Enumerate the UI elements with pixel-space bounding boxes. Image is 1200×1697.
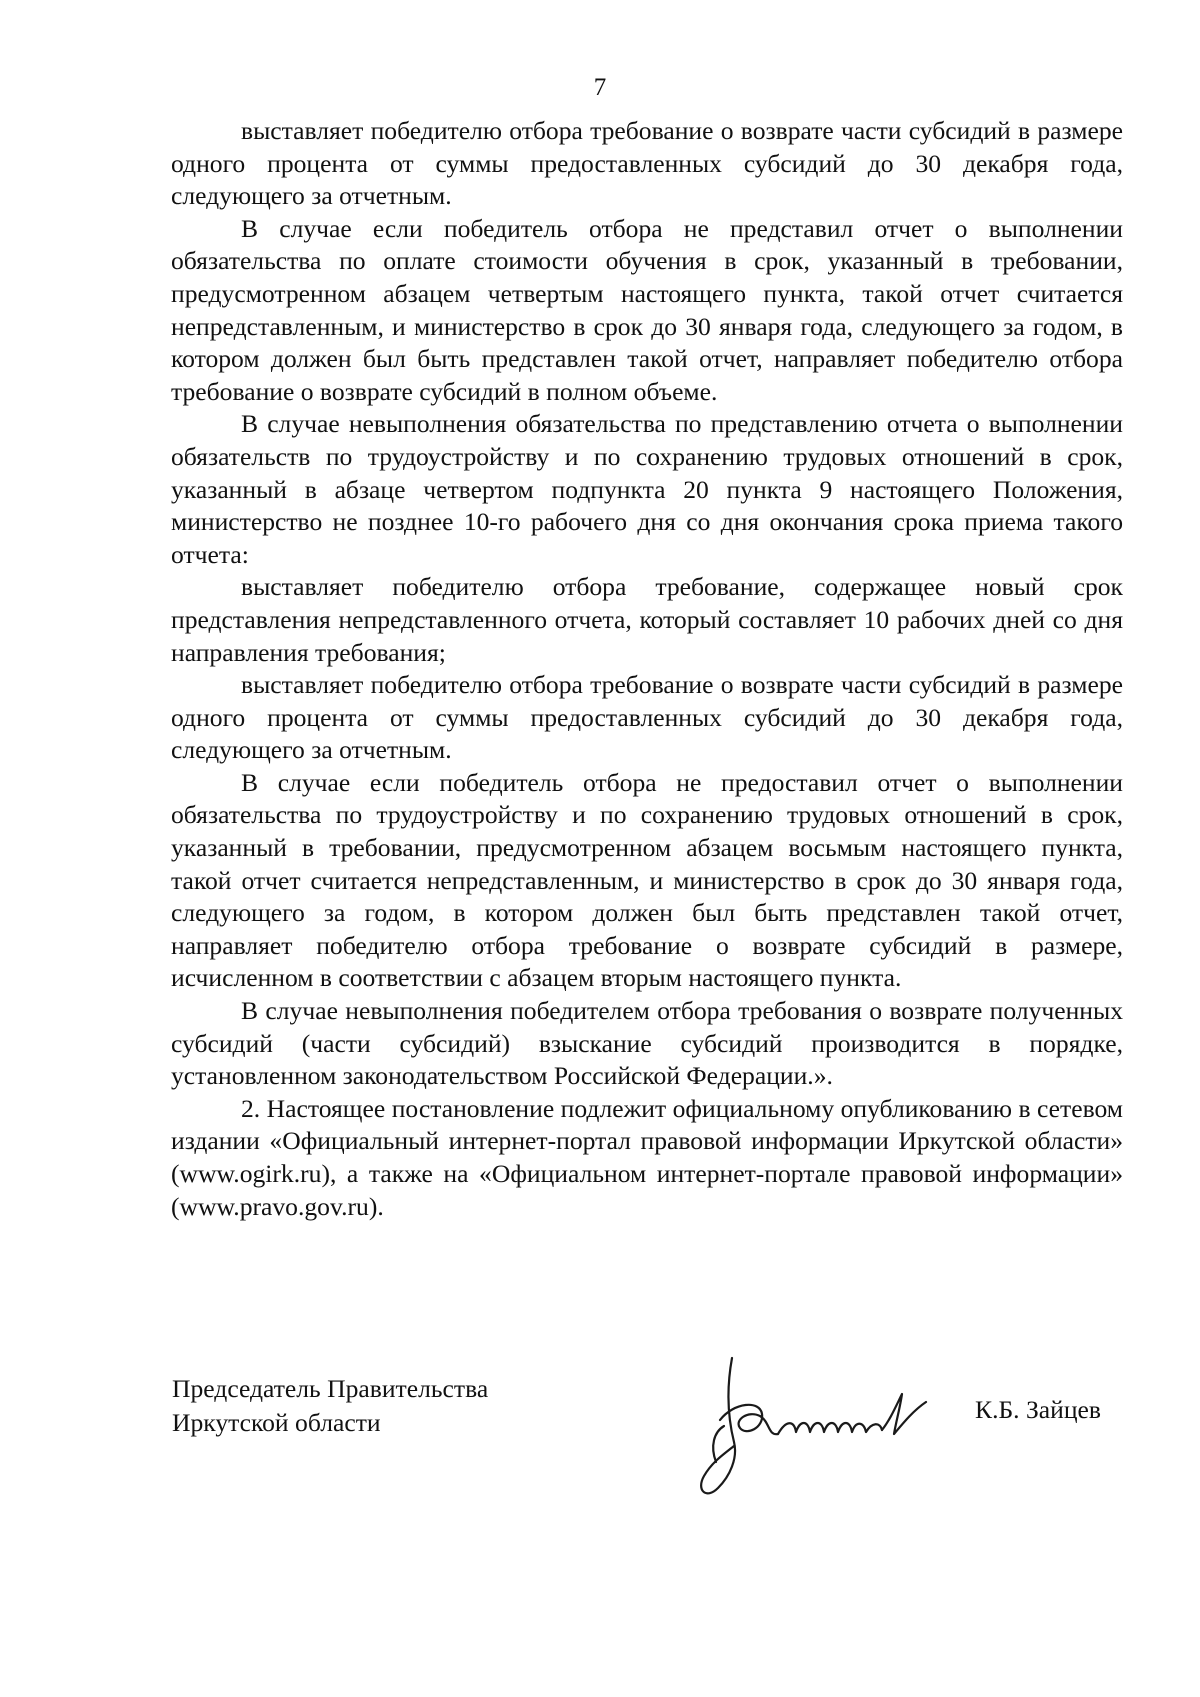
paragraph-8: 2. Настоящее постановление подлежит официальному опубликованию в сетевом издании «Официальный интернет-портал правовой информации Иркутской области» (www.ogirk.ru), а также на «Официальном интернет-портале правовой информации» (www.pravo.gov.ru). bbox=[171, 1093, 1123, 1221]
paragraph-1: выставляет победителю отбора требование о возврате части субсидий в размере одного процента от суммы предоставленных субсидий до 30 декабря года, следующего за отчетным. bbox=[171, 116, 1123, 211]
signatory-title-line-1: Председатель Правительства bbox=[172, 1374, 489, 1403]
paragraph-2: В случае если победитель отбора не представил отчет о выполнении обязательства по оплате стоимости обучения в срок, указанный в требовании, предусмотренном абзацем четвертым настоящего пункта, такой отчет считается непредставленным, и министерство в срок до 30 января года, следующего за годом, в котором должен был быть представлен такой отчет, направляет победителю отбора требование о возврате субсидий в полном объеме. bbox=[171, 213, 1123, 406]
signature-stroke-initial bbox=[701, 1358, 735, 1493]
paragraph-4: выставляет победителю отбора требование, содержащее новый срок представления непредставленного отчета, который составляет 10 рабочих дней со дня направления требования; bbox=[171, 572, 1123, 667]
signatory-title-line-2: Иркутской области bbox=[172, 1408, 381, 1437]
paragraph-5: выставляет победителю отбора требование о возврате части субсидий в размере одного процента от суммы предоставленных субсидий до 30 декабря года, следующего за отчетным. bbox=[171, 670, 1123, 765]
signer-name: К.Б. Зайцев bbox=[975, 1395, 1101, 1424]
signatory-title bbox=[172, 1372, 488, 1440]
paragraph-3: В случае невыполнения обязательства по представлению отчета о выполнении обязательств по трудоустройству и по сохранению трудовых отношений в срок, указанный в абзаце четвертом подпункта 20 пункта 9 настоящего Положения, министерство не позднее 10-го рабочего дня со дня окончания срока приема такого отчета: bbox=[171, 409, 1123, 569]
paragraph-7: В случае невыполнения победителем отбора требования о возврате полученных субсидий (части субсидий) взыскание субсидий производится в порядке, установленном законодательством Российской Федерации.». bbox=[171, 996, 1123, 1091]
handwritten-signature bbox=[690, 1350, 960, 1510]
signature-stroke-tail bbox=[882, 1394, 926, 1434]
paragraph-6: В случае если победитель отбора не предоставил отчет о выполнении обязательства по трудоустройству и по сохранению трудовых отношений в срок, указанный в требовании, предусмотренном абзацем восьмым настоящего пункта, такой отчет считается непредставленным, и министерство в срок до 30 января года, следующего за годом, в котором должен был быть представлен такой отчет, направляет победителю отбора требование о возврате субсидий в размере, исчисленном в соответствии с абзацем вторым настоящего пункта. bbox=[171, 767, 1123, 993]
document-body bbox=[171, 115, 1123, 1223]
page-number: 7 bbox=[593, 74, 607, 101]
signature-stroke-body bbox=[778, 1423, 882, 1434]
